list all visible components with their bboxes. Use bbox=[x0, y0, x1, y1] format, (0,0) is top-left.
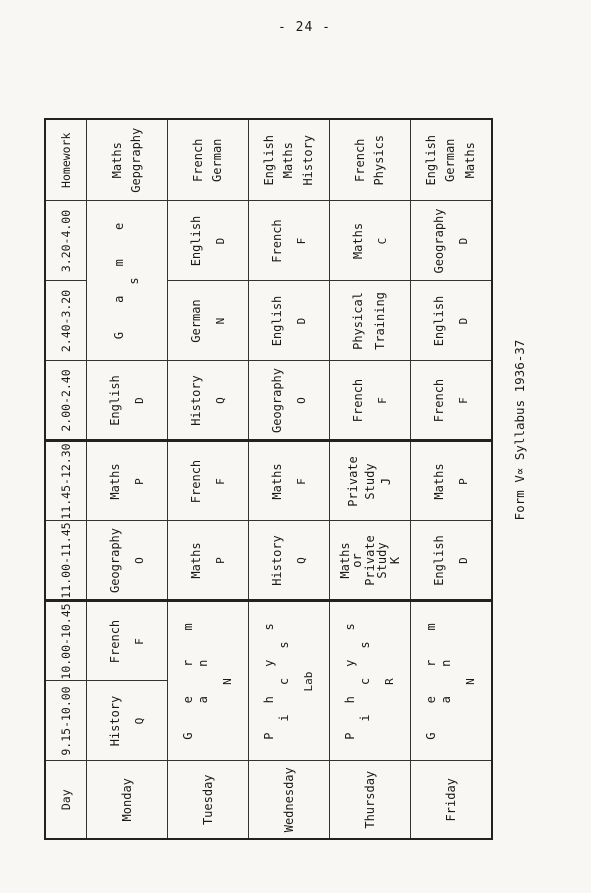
subject-line: Private bbox=[362, 535, 377, 586]
row-thursday bbox=[330, 119, 411, 839]
header-slot-6: 2.40-3.20 bbox=[45, 281, 87, 361]
subject: P h y s i c s bbox=[262, 612, 292, 740]
subject: English bbox=[269, 295, 284, 347]
lesson-cell bbox=[87, 361, 168, 441]
lesson-cell bbox=[330, 601, 411, 761]
subject: Maths bbox=[431, 463, 446, 500]
lesson-cell bbox=[168, 361, 249, 441]
lesson-cell bbox=[411, 521, 493, 601]
homework-item: Physics bbox=[372, 134, 386, 186]
subject: Maths bbox=[107, 463, 122, 500]
homework-cell bbox=[87, 119, 168, 201]
header-row bbox=[45, 119, 87, 839]
subject: French bbox=[269, 219, 284, 263]
subject: French bbox=[350, 378, 365, 423]
subject: G a m e s bbox=[112, 211, 141, 340]
teacher-code: F bbox=[213, 478, 227, 485]
row-tuesday bbox=[168, 119, 249, 839]
day-label: Friday bbox=[411, 761, 493, 839]
homework-item: Maths bbox=[462, 142, 477, 179]
subject: German bbox=[188, 299, 203, 343]
teacher-code: D bbox=[294, 317, 308, 325]
header-slot-5: 2.00-2.40 bbox=[45, 361, 87, 441]
homework-item: French bbox=[352, 138, 367, 182]
subject: Maths bbox=[350, 222, 365, 260]
lesson-cell bbox=[87, 521, 168, 601]
lesson-cell bbox=[330, 521, 411, 601]
teacher-code: D bbox=[456, 237, 470, 245]
lesson-cell bbox=[330, 281, 411, 361]
lesson-cell bbox=[330, 441, 411, 521]
subject: English bbox=[188, 215, 203, 267]
header-slot-4: 11.45-12.30 bbox=[45, 441, 87, 521]
lesson-cell bbox=[330, 201, 411, 281]
teacher-code: D bbox=[213, 237, 227, 245]
timetable bbox=[44, 118, 493, 840]
homework-item: Gepgraphy bbox=[129, 127, 143, 193]
teacher-code: Lab bbox=[302, 671, 316, 692]
teacher-code: D bbox=[132, 397, 146, 404]
subject: History bbox=[269, 535, 284, 586]
lesson-cell bbox=[249, 361, 330, 441]
header-slot-2: 10.00-10.45 bbox=[45, 601, 87, 681]
subject: French bbox=[188, 459, 203, 504]
subject: G e r m a n bbox=[181, 612, 211, 740]
teacher-code: P bbox=[132, 478, 146, 485]
teacher-code: K bbox=[387, 556, 402, 565]
teacher-code: N bbox=[464, 678, 478, 685]
day-label: Thursday bbox=[330, 761, 411, 839]
teacher-code: P bbox=[213, 557, 227, 564]
lesson-cell bbox=[168, 201, 249, 281]
homework-item: Maths bbox=[281, 142, 296, 179]
teacher-code: F bbox=[375, 397, 389, 404]
header-slot-3: 11.00-11.45 bbox=[45, 521, 87, 601]
subject: French bbox=[107, 619, 122, 664]
syllabus-caption: Form V∝ Syllabus 1936-37 bbox=[512, 339, 527, 521]
teacher-code: O bbox=[294, 397, 308, 404]
teacher-code: D bbox=[456, 317, 470, 325]
header-homework: Homework bbox=[45, 119, 87, 201]
homework-cell bbox=[330, 119, 411, 201]
teacher-code: R bbox=[383, 678, 397, 685]
subject-line: or bbox=[350, 553, 365, 568]
subject-line: Maths bbox=[337, 542, 352, 579]
teacher-code: O bbox=[132, 557, 146, 564]
homework-item: English bbox=[262, 134, 277, 186]
subject-line: Study bbox=[375, 542, 390, 579]
subject: History bbox=[107, 695, 122, 747]
teacher-code: D bbox=[456, 557, 470, 564]
subject: G e r m a n bbox=[424, 612, 454, 740]
teacher-code: Q bbox=[294, 557, 308, 564]
lesson-cell bbox=[249, 601, 330, 761]
lesson-cell bbox=[249, 521, 330, 601]
subject: French bbox=[431, 378, 446, 423]
row-friday bbox=[411, 119, 493, 839]
subject: Maths bbox=[188, 542, 203, 579]
subject: Maths bbox=[269, 463, 284, 500]
day-label: Monday bbox=[87, 761, 168, 839]
subject-line: Physical bbox=[351, 292, 366, 350]
teacher-code: Q bbox=[132, 717, 146, 725]
subject-line: Training bbox=[373, 292, 387, 350]
subject: Geography bbox=[431, 208, 446, 274]
homework-item: Maths bbox=[109, 142, 124, 179]
day-label: Tuesday bbox=[168, 761, 249, 839]
lesson-cell bbox=[249, 281, 330, 361]
homework-item: English bbox=[424, 134, 439, 186]
lesson-cell bbox=[411, 281, 493, 361]
teacher-code: C bbox=[375, 237, 389, 245]
teacher-code: F bbox=[132, 638, 146, 645]
row-wednesday bbox=[249, 119, 330, 839]
homework-item: History bbox=[300, 134, 315, 186]
teacher-code: F bbox=[294, 237, 308, 245]
homework-item: French bbox=[190, 138, 205, 182]
teacher-code: F bbox=[456, 397, 470, 404]
homework-cell bbox=[411, 119, 493, 201]
lesson-cell bbox=[168, 281, 249, 361]
lesson-cell bbox=[330, 361, 411, 441]
header-day: Day bbox=[45, 761, 87, 839]
lesson-cell bbox=[249, 441, 330, 521]
lesson-cell bbox=[87, 441, 168, 521]
timetable-rotated bbox=[44, 120, 492, 840]
homework-cell bbox=[168, 119, 249, 201]
subject: P h y s i c s bbox=[343, 612, 373, 740]
subject: English bbox=[107, 375, 122, 426]
lesson-cell bbox=[87, 681, 168, 761]
lesson-cell bbox=[411, 201, 493, 281]
teacher-code: J bbox=[379, 477, 394, 486]
subject: English bbox=[431, 295, 446, 347]
teacher-code: N bbox=[213, 317, 227, 325]
games-cell bbox=[87, 201, 168, 361]
subject: Geography bbox=[107, 527, 122, 594]
row-monday bbox=[87, 119, 168, 839]
lesson-cell bbox=[411, 361, 493, 441]
lesson-cell bbox=[87, 601, 168, 681]
teacher-code: Q bbox=[213, 397, 227, 404]
lesson-cell bbox=[168, 441, 249, 521]
lesson-cell bbox=[168, 521, 249, 601]
page-number: - 24 - bbox=[278, 20, 331, 35]
homework-item: German bbox=[210, 138, 224, 182]
teacher-code: F bbox=[294, 478, 308, 485]
teacher-code: N bbox=[221, 678, 235, 685]
teacher-code: P bbox=[456, 478, 470, 485]
homework-item: German bbox=[443, 138, 458, 182]
day-label: Wednesday bbox=[249, 761, 330, 839]
subject: English bbox=[431, 535, 446, 586]
lesson-cell bbox=[249, 201, 330, 281]
subject-line: Study bbox=[362, 463, 377, 500]
subject-line: Private bbox=[345, 456, 360, 507]
lesson-cell bbox=[411, 601, 493, 761]
lesson-cell bbox=[411, 441, 493, 521]
homework-cell bbox=[249, 119, 330, 201]
lesson-cell bbox=[168, 601, 249, 761]
subject: Geography bbox=[269, 367, 284, 434]
header-slot-7: 3.20-4.00 bbox=[45, 201, 87, 281]
header-slot-1: 9.15-10.00 bbox=[45, 681, 87, 761]
subject: History bbox=[188, 375, 203, 426]
